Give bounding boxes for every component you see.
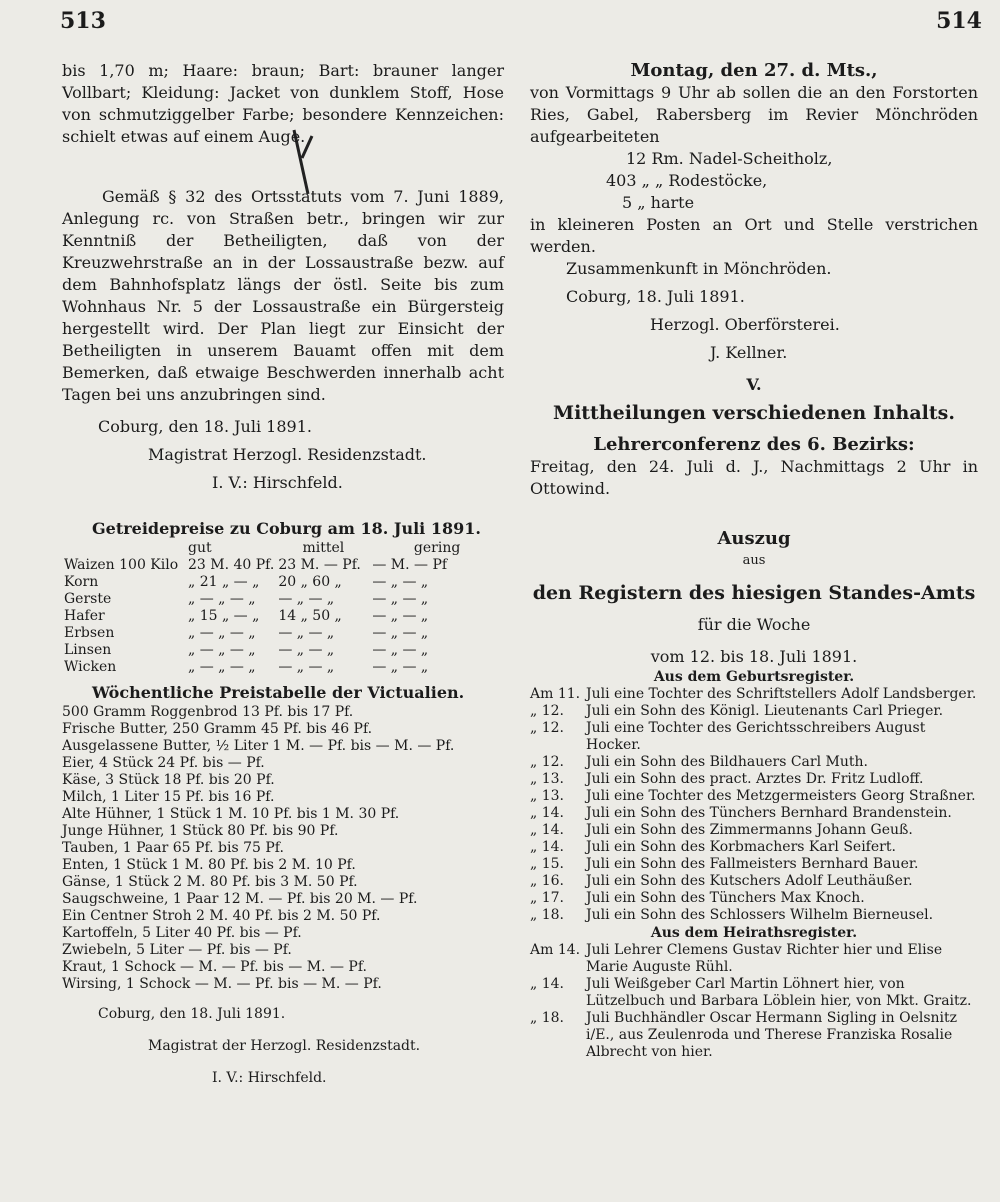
grain-header-cell: mittel [302,540,345,556]
grain-price-gut: 23 M. 40 Pf. [188,557,275,573]
list-item [530,686,978,703]
wood-item: 5 „ harte [622,193,695,212]
entry-date: „ 18. [530,907,564,923]
victuals-list [62,704,504,993]
grain-row [62,642,462,659]
grain-price-gut: „ — „ — „ [188,659,256,675]
victuals-signature-name: I. V.: Hirschfeld. [212,1070,327,1086]
entry-text: Juli ein Sohn des Fallmeisters Bernhard Bauer. [586,856,919,872]
list-item [530,1010,978,1061]
entry-text: Juli eine Tochter des Gerichtsschreibers August Hocker. [586,720,926,753]
list-item [530,907,978,924]
grain-price-gut: „ — „ — „ [188,642,256,658]
list-item [530,976,978,1010]
list-item [530,856,978,873]
victual-item: Kartoffeln, 5 Liter 40 Pf. bis — Pf. [62,925,302,941]
entry-text: Juli ein Sohn des Zimmermanns Johann Geuß. [586,822,913,838]
grain-price-gering: — „ — „ [372,591,429,607]
grain-name: Gerste [64,591,112,607]
right-column [530,60,978,1061]
wood-item: 403 „ „ Rodestöcke, [606,171,768,190]
entry-text: Juli Weißgeber Carl Martin Löhnert hier, von Lützelbuch und Barbara Löblein hier, von Mkt. Graitz. [586,976,972,1009]
grain-row [62,608,462,625]
grain-price-gering: — M. — Pf [372,557,448,573]
list-item [530,890,978,907]
grain-row [62,591,462,608]
entry-date: „ 12. [530,703,564,719]
grain-price-gering: — „ — „ [372,608,429,624]
grain-price-gering: — „ — „ [372,642,429,658]
grain-name: Waizen 100 Kilo [64,557,179,573]
extract-date-range: vom 12. bis 18. Juli 1891. [650,647,858,666]
entry-date: „ 14. [530,839,564,855]
entry-date: „ 14. [530,976,564,992]
entry-text: Juli ein Sohn des Schlossers Wilhelm Bierneusel. [586,907,934,923]
entry-date: „ 12. [530,720,564,736]
notice-signature-authority: Magistrat Herzogl. Residenzstadt. [148,445,427,464]
left-column [62,60,504,1089]
victual-item: Junge Hühner, 1 Stück 80 Pf. bis 90 Pf. [62,823,339,839]
grain-row [62,659,462,676]
entry-text: Juli ein Sohn des Tünchers Max Knoch. [586,890,865,906]
list-item [530,754,978,771]
entry-text: Juli ein Sohn des pract. Arztes Dr. Fritz Ludloff. [586,771,924,787]
grain-prices-title: Getreidepreise zu Coburg am 18. Juli 1891. [92,519,481,538]
entry-date: Am 14. [530,942,581,958]
grain-name: Korn [64,574,99,590]
marriage-register-list [530,942,978,1061]
entry-text: Juli ein Sohn des Korbmachers Karl Seifert. [586,839,896,855]
grain-price-mittel: 20 „ 60 „ [278,574,342,590]
victual-item: Alte Hühner, 1 Stück 1 M. 10 Pf. bis 1 M. 30 Pf. [62,806,400,822]
extract-aus: aus [742,553,766,568]
victual-item: Frische Butter, 250 Gramm 45 Pf. bis 46 Pf. [62,721,373,737]
grain-price-mittel: 14 „ 50 „ [278,608,342,624]
grain-price-gut: „ 15 „ — „ [188,608,260,624]
entry-date: „ 12. [530,754,564,770]
wood-sale-text: von Vormittags 9 Uhr ab sollen die an den Forstorten Ries, Gabel, Rabersberg im Revier Mönchröden aufgearbeiteten [530,83,978,146]
grain-header-cell: gering [413,540,461,556]
grain-price-gut: „ 21 „ — „ [188,574,260,590]
grain-price-gering: — „ — „ [372,625,429,641]
entry-text: Juli ein Sohn des Bildhauers Carl Muth. [586,754,868,770]
wood-sale-text-2: in kleineren Posten an Ort und Stelle verstrichen werden. [530,215,978,256]
page-number-right: 514 [936,8,982,34]
wood-signature-name: J. Kellner. [710,343,788,362]
birth-register-title: Aus dem Geburtsregister. [653,669,855,685]
grain-price-gut: „ — „ — „ [188,591,256,607]
page-number-left: 513 [60,8,106,34]
entry-date: „ 16. [530,873,564,889]
entry-date: „ 14. [530,805,564,821]
conference-text: Freitag, den 24. Juli d. J., Nachmittags 2 Uhr in Ottowind. [530,457,978,498]
victual-item: Eier, 4 Stück 24 Pf. bis — Pf. [62,755,265,771]
grain-price-table [62,540,462,676]
entry-text: Juli ein Sohn des Tünchers Bernhard Brandenstein. [586,805,952,821]
notice-date: Coburg, den 18. Juli 1891. [98,417,312,436]
victual-item: 500 Gramm Roggenbrod 13 Pf. bis 17 Pf. [62,704,354,720]
wanted-description: bis 1,70 m; Haare: braun; Bart: brauner langer Vollbart; Kleidung: Jacket von dunklem Stoff, Hose von schmutziggelber Farbe; besondere Kennzeichen: schielt etwas auf einem Auge. [62,61,504,146]
grain-price-gut: „ — „ — „ [188,625,256,641]
entry-date: „ 14. [530,822,564,838]
list-item [530,771,978,788]
wood-meeting: Zusammenkunft in Mönchröden. [566,259,832,278]
grain-price-mittel: — „ — „ [278,625,335,641]
list-item [530,805,978,822]
entry-text: Juli ein Sohn des Kutschers Adolf Leuthäußer. [586,873,913,889]
grain-price-gering: — „ — „ [372,574,429,590]
grain-name: Hafer [64,608,105,624]
wood-sale-heading: Montag, den 27. d. Mts., [630,60,878,81]
list-item [530,703,978,720]
grain-price-mittel: — „ — „ [278,591,335,607]
victual-item: Ausgelassene Butter, ½ Liter 1 M. — Pf. bis — M. — Pf. [62,738,455,754]
conference-title: Lehrerconferenz des 6. Bezirks: [593,434,915,455]
victual-item: Kraut, 1 Schock — M. — Pf. bis — M. — Pf. [62,959,367,975]
list-item [530,822,978,839]
victuals-signature-authority: Magistrat der Herzogl. Residenzstadt. [148,1038,421,1054]
victual-item: Gänse, 1 Stück 2 M. 80 Pf. bis 3 M. 50 Pf. [62,874,358,890]
list-item [530,873,978,890]
wood-date: Coburg, 18. Juli 1891. [566,287,745,306]
grain-header-row [62,540,462,557]
grain-header-cell: gut [188,540,212,556]
extract-registers: den Registern des hiesigen Standes-Amts [532,582,976,604]
grain-name: Erbsen [64,625,115,641]
grain-name: Linsen [64,642,112,658]
entry-text: Juli Lehrer Clemens Gustav Richter hier und Elise Marie Auguste Rühl. [586,942,943,975]
grain-price-mittel: 23 M. — Pf. [278,557,361,573]
entry-text: Juli eine Tochter des Metzgermeisters Georg Straßner. [586,788,976,804]
section-number: V. [746,375,762,394]
grain-row [62,625,462,642]
entry-date: Am 11. [530,686,581,702]
grain-name: Wicken [64,659,117,675]
entry-date: „ 18. [530,1010,564,1026]
victual-item: Saugschweine, 1 Paar 12 M. — Pf. bis 20 M. — Pf. [62,891,418,907]
extract-title: Auszug [717,528,791,549]
wood-signature-authority: Herzogl. Oberförsterei. [650,315,840,334]
victual-item: Käse, 3 Stück 18 Pf. bis 20 Pf. [62,772,275,788]
victual-item: Tauben, 1 Paar 65 Pf. bis 75 Pf. [62,840,284,856]
victual-item: Wirsing, 1 Schock — M. — Pf. bis — M. — Pf. [62,976,382,992]
grain-row [62,557,462,574]
section-title: Mittheilungen verschiedenen Inhalts. [553,402,955,424]
entry-text: Juli Buchhändler Oscar Hermann Sigling in Oelsnitz i/E., aus Zeulenroda und Therese Franziska Rosalie Albrecht von hier. [586,1010,958,1060]
grain-price-mittel: — „ — „ [278,642,335,658]
entry-text: Juli ein Sohn des Königl. Lieutenants Carl Prieger. [586,703,944,719]
victual-item: Enten, 1 Stück 1 M. 80 Pf. bis 2 M. 10 Pf. [62,857,356,873]
extract-week: für die Woche [697,615,811,634]
entry-date: „ 15. [530,856,564,872]
entry-date: „ 13. [530,788,564,804]
list-item [530,839,978,856]
notice-signature-name: I. V.: Hirschfeld. [212,473,343,492]
sidewalk-notice: Gemäß § 32 des Ortsstatuts vom 7. Juni 1889, Anlegung rc. von Straßen betr., bringen wir zur Kenntniß der Betheiligten, daß von der Kreuzwehrstraße an in der Lossaustraße bezw. auf dem Bahnhofsplatz längs der östl. Seite bis zum Wohnhaus Nr. 5 der Lossaustraße ein Bürgersteig hergestellt wird. Der Plan liegt zur Einsicht der Betheiligten in unserem Bauamt offen mit dem Bemerken, daß etwaige Beschwerden innerhalb acht Tagen bei uns anzubringen sind. [62,187,504,404]
victuals-title: Wöchentliche Preistabelle der Victualien. [92,683,465,702]
list-item [530,788,978,805]
entry-text: Juli eine Tochter des Schriftstellers Adolf Landsberger. [586,686,977,702]
entry-date: „ 17. [530,890,564,906]
birth-register-list [530,686,978,924]
entry-date: „ 13. [530,771,564,787]
victuals-date: Coburg, den 18. Juli 1891. [98,1006,286,1022]
wood-item: 12 Rm. Nadel-Scheitholz, [626,149,833,168]
grain-price-mittel: — „ — „ [278,659,335,675]
list-item [530,942,978,976]
marriage-register-title: Aus dem Heirathsregister. [650,925,858,941]
list-item [530,720,978,754]
victual-item: Zwiebeln, 5 Liter — Pf. bis — Pf. [62,942,292,958]
victual-item: Ein Centner Stroh 2 M. 40 Pf. bis 2 M. 50 Pf. [62,908,381,924]
grain-row [62,574,462,591]
grain-price-gering: — „ — „ [372,659,429,675]
victual-item: Milch, 1 Liter 15 Pf. bis 16 Pf. [62,789,275,805]
